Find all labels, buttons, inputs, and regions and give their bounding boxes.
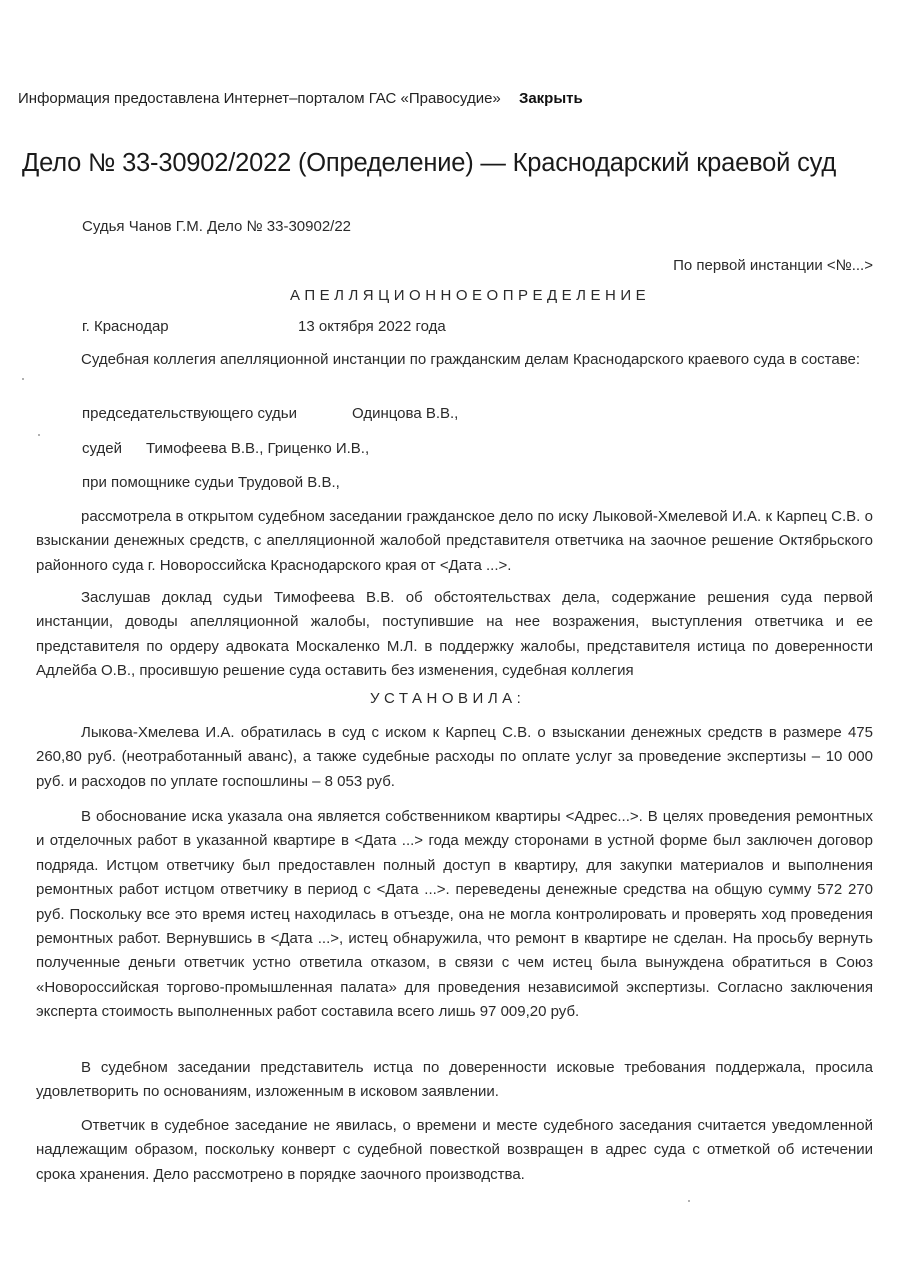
judges-names: Тимофеева В.В., Гриценко И.В.,	[146, 440, 370, 457]
page-title: Дело № 33-30902/2022 (Определение) — Краснодарский краевой суд	[22, 149, 837, 177]
para-reviewed: рассмотрела в открытом судебном заседании гражданское дело по иску Лыковой-Хмелевой И.А. к Карпец С.В. о взыскании денежных средств, с апелляционной жалобой представителя ответчика на заочное решение Октябрьского районного суда г. Новороссийска Краснодарского края от <Дата ...>.	[36, 508, 873, 574]
info-banner	[18, 90, 583, 107]
judge-line: Судья Чанов Г.М. Дело № 33-30902/22	[82, 218, 352, 235]
heading-ruling: АПЕЛЛЯЦИОННОЕОПРЕДЕЛЕНИЕ	[290, 287, 651, 304]
para-hearing: В судебном заседании представитель истца по доверенности исковые требования поддержала, просила удовлетворить по основаниям, изложенным в исковом заявлении.	[36, 1059, 873, 1101]
banner-info-text: Информация предоставлена Интернет–порталом ГАС «Правосудие»	[18, 90, 501, 107]
scan-speck	[38, 434, 40, 436]
para-grounds: В обоснование иска указала она является собственником квартиры <Адрес...>. В целях проведения ремонтных и отделочных работ в указанной квартире в <Дата ...> года между сторонами в устной форме был заключен договор подряда. Истцом ответчику был предоставлен полный доступ в квартиру, для закупки материалов и выполнения ремонтных работ истцом ответчику в период с <Дата ...>. переведены денежные средства на общую сумму 572 270 руб. Поскольку все это время истец находилась в отъезде, она не могла контролировать и проверять ход проведения ремонтных работ. Вернувшись в <Дата ...>, истец обнаружила, что ремонт в квартире не сделан. На просьбу вернуть полученные деньги ответчик устно ответила отказом, в связи с чем истец была вынуждена обратиться в Союз «Новороссийская торгово-промышленная палата» для проведения независимой экспертизы. Согласно заключения эксперта стоимость выполненных работ составила всего лишь 97 009,20 руб.	[36, 808, 873, 1021]
heading-established: УСТАНОВИЛА:	[370, 690, 526, 707]
para-college: Судебная коллегия апелляционной инстанции по гражданским делам Краснодарского краевого суда в составе:	[81, 351, 861, 368]
scan-speck	[688, 1200, 690, 1202]
presiding-label: председательствующего судьи	[82, 405, 297, 422]
para-defendant: Ответчик в судебное заседание не явилась, о времени и месте судебного заседания считается уведомленной надлежащим образом, поскольку конверт с судебной повесткой возвращен в адрес суда с отметкой об истечении срока хранения. Дело рассмотрено в порядке заочного производства.	[36, 1117, 873, 1183]
scan-speck	[22, 378, 24, 380]
first-instance: По первой инстанции <№...>	[673, 257, 873, 274]
date: 13 октября 2022 года	[298, 318, 446, 335]
close-link[interactable]: Закрыть	[518, 90, 583, 107]
para-claim: Лыкова-Хмелева И.А. обратилась в суд с иском к Карпец С.В. о взыскании денежных средств в размере 475 260,80 руб. (неотработанный аванс), а также судебные расходы по оплате услуг за проведение экспертизы – 10 000 руб. и расходов по уплате госпошлины – 8 053 руб.	[36, 724, 873, 790]
judges-label: судей	[82, 440, 122, 457]
city: г. Краснодар	[82, 318, 169, 335]
assistant-line: при помощнике судьи Трудовой В.В.,	[82, 474, 340, 491]
para-heard: Заслушав доклад судьи Тимофеева В.В. об обстоятельствах дела, содержание решения суда первой инстанции, доводы апелляционной жалобы, поступившие на нее возражения, выступления ответчика и ее представителя по ордеру адвоката Москаленко М.Л. в поддержку жалобы, представителя истица по доверенности Адлейба О.В., просившую решение суда оставить без изменения, судебная коллегия	[36, 589, 873, 680]
presiding-name: Одинцова В.В.,	[352, 405, 459, 422]
